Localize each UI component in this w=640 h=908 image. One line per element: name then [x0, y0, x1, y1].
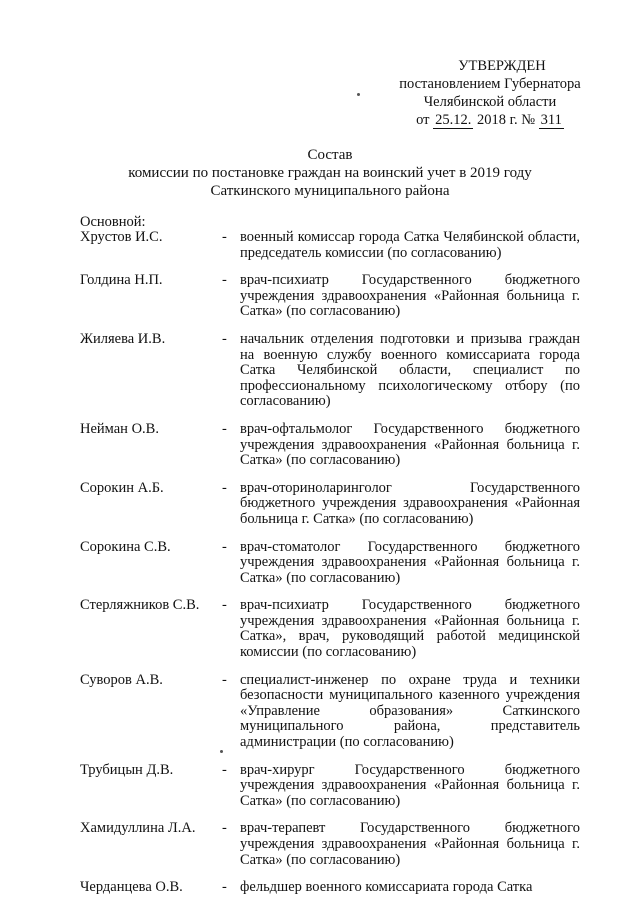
- member-role: врач-оториноларинголог Государственного бюджетного учреждения здравоохранения «Районная больница г. Сатка» (по согласованию): [240, 479, 580, 527]
- member-dash: -: [222, 229, 227, 245]
- member-role: врач-стоматолог Государственного бюджетного учреждения здравоохранения «Районная больница г. Сатка» (по согласованию): [240, 538, 580, 586]
- section-label: Основной:: [80, 214, 146, 230]
- approval-date: 25.12.: [435, 112, 472, 128]
- member-name: Суворов А.В.: [80, 671, 163, 688]
- member-role: врач-офтальмолог Государственного бюджетного учреждения здравоохранения «Районная больница г. Сатка» (по согласованию): [240, 420, 580, 469]
- member-name: Стерляжников С.В.: [80, 597, 200, 614]
- member-name: Жиляева И.В.: [80, 330, 166, 347]
- approval-date-line: [380, 111, 600, 129]
- member-name: Черданцева О.В.: [80, 879, 183, 896]
- date-prefix: от: [416, 112, 430, 128]
- member-row: [80, 332, 580, 410]
- member-dash: -: [222, 420, 227, 437]
- member-role: фельдшер военного комиссариата города Сатка: [240, 879, 533, 896]
- scan-speck: [357, 93, 360, 96]
- member-role: врач-хирург Государственного бюджетного учреждения здравоохранения «Районная больница г. Сатка» (по согласованию): [240, 761, 580, 809]
- members-list: [80, 230, 580, 908]
- title-line-3: Саткинского муниципального района: [210, 183, 450, 199]
- approval-line-1: постановлением Губернатора: [399, 76, 581, 92]
- member-name: Нейман О.В.: [80, 420, 159, 437]
- title-line-2: комиссии по постановке граждан на воинский учет в 2019 году: [128, 165, 532, 181]
- member-name: Хрустов И.С.: [80, 229, 163, 245]
- member-dash: -: [222, 820, 227, 837]
- member-dash: -: [222, 538, 227, 555]
- member-name: Трубицын Д.В.: [80, 761, 174, 778]
- member-role: специалист-инженер по охране труда и техники безопасности муниципального казенного учреждения «Управление образования» Саткинского муниципального района, представитель администрации (по согласованию): [240, 671, 580, 751]
- member-row: [80, 273, 580, 320]
- member-dash: -: [222, 272, 227, 289]
- member-role: военный комиссар города Сатка Челябинской области, председатель комиссии (по согласованию): [240, 229, 580, 261]
- member-role: врач-психиатр Государственного бюджетного учреждения здравоохранения «Районная больница г. Сатка» (по согласованию): [240, 272, 580, 320]
- title-line-1: Состав: [307, 147, 353, 163]
- member-row: [80, 230, 580, 261]
- member-dash: -: [222, 597, 227, 614]
- scan-speck: [220, 750, 223, 753]
- approval-year: 2018 г. №: [477, 112, 536, 128]
- member-name: Хамидуллина Л.А.: [80, 820, 196, 837]
- member-role: начальник отделения подготовки и призыва граждан на военную службу военного комиссариата города Сатка Челябинской области, специалист по профессиональному психологическому отбору (по согласованию): [240, 330, 580, 410]
- member-row: [80, 540, 580, 587]
- approval-number: 311: [540, 112, 562, 128]
- member-dash: -: [222, 330, 227, 347]
- member-role: врач-психиатр Государственного бюджетного учреждения здравоохранения «Районная больница г. Сатка», врач, руководящий работой медицинской комиссии (по согласованию): [240, 597, 580, 661]
- member-row: [80, 821, 580, 868]
- member-dash: -: [222, 879, 227, 896]
- member-name: Сорокин А.Б.: [80, 479, 164, 496]
- member-name: Сорокина С.В.: [80, 538, 171, 555]
- member-row: [80, 598, 580, 660]
- member-row: [80, 673, 580, 751]
- member-row: [80, 763, 580, 810]
- member-dash: -: [222, 761, 227, 778]
- member-row: [80, 880, 580, 896]
- document-title: [60, 146, 600, 200]
- approval-block: [380, 57, 600, 129]
- member-dash: -: [222, 671, 227, 688]
- member-name: Голдина Н.П.: [80, 272, 163, 289]
- member-row: [80, 481, 580, 528]
- member-row: [80, 422, 580, 469]
- approval-heading: УТВЕРЖДЕН: [458, 58, 546, 74]
- approval-line-2: Челябинской области: [423, 94, 557, 110]
- member-dash: -: [222, 479, 227, 496]
- member-role: врач-терапевт Государственного бюджетного учреждения здравоохранения «Районная больница г. Сатка» (по согласованию): [240, 820, 580, 868]
